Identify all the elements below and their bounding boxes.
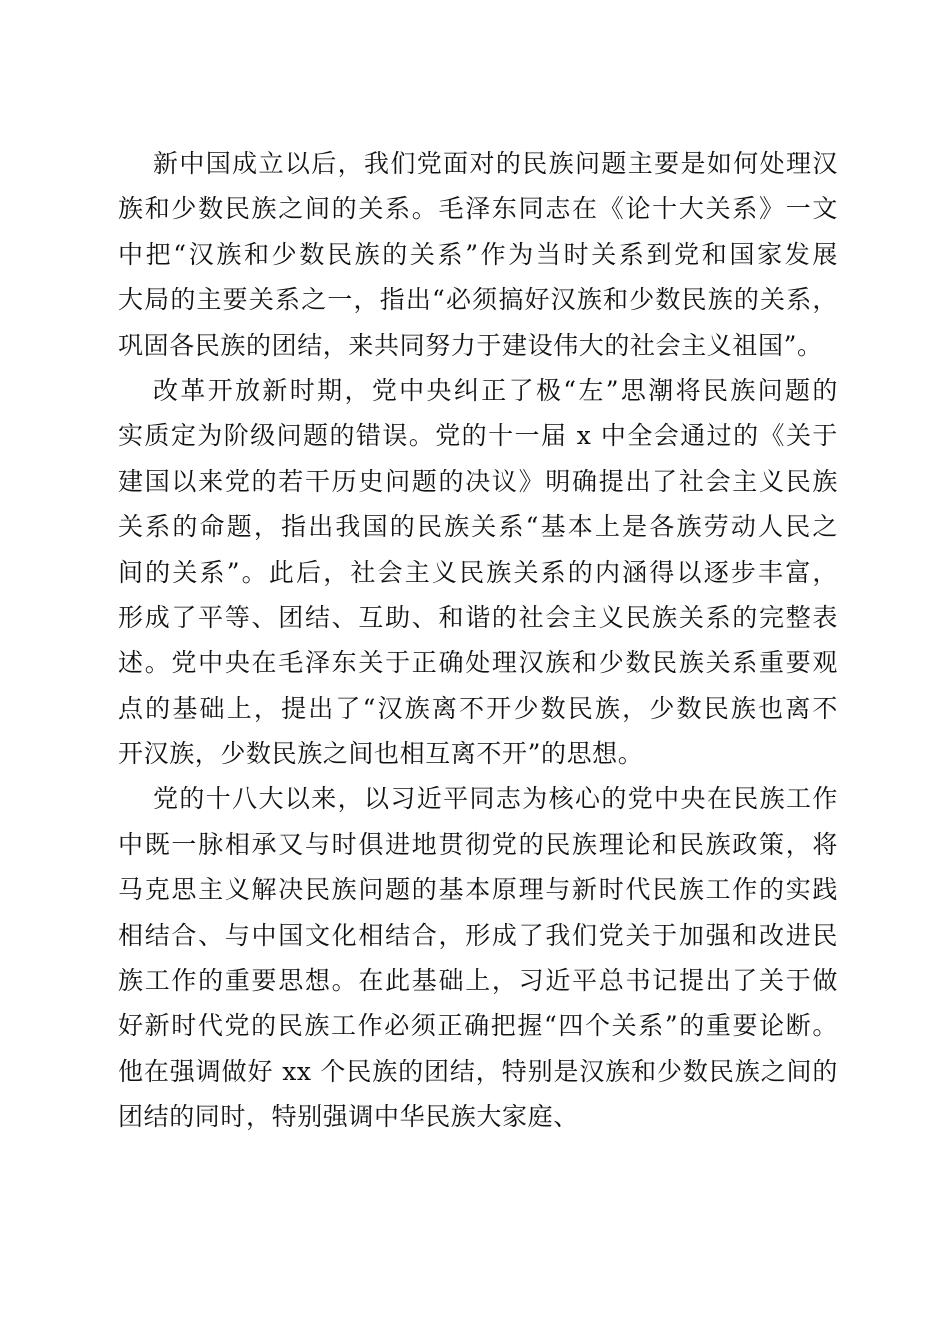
paragraph-line: 中既一脉相承又与时俱进地贯彻党的民族理论和民族政策，将: [118, 829, 838, 859]
paragraph-line: 开汉族，少数民族之间也相互离不开”的思想。: [118, 739, 644, 769]
paragraph-line: 建国以来党的若干历史问题的决议》明确提出了社会主义民族: [118, 466, 838, 496]
paragraph-1: [118, 141, 838, 368]
paragraph-line: 关系的命题，指出我国的民族关系“基本上是各族劳动人民之: [118, 512, 838, 542]
paragraph-line: 实质定为阶级问题的错误。党的十一届 x 中全会通过的《关于: [118, 421, 838, 451]
paragraph-line: 新中国成立以后，我们党面对的民族问题主要是如何处理汉: [153, 149, 838, 178]
paragraph-line: 间的关系”。此后，社会主义民族关系的内涵得以逐步丰富，: [118, 557, 838, 587]
paragraph-line: 述。党中央在毛泽东关于正确处理汉族和少数民族关系重要观: [118, 648, 838, 678]
paragraph-line: 团结的同时，特别强调中华民族大家庭、: [118, 1102, 579, 1132]
paragraph-line: 族工作的重要思想。在此基础上，习近平总书记提出了关于做: [118, 966, 838, 996]
paragraph-line: 大局的主要关系之一，指出“必须搞好汉族和少数民族的关系，: [118, 285, 838, 315]
paragraph-line: 党的十八大以来，以习近平同志为核心的党中央在民族工作: [153, 784, 838, 814]
paragraph-line: 巩固各民族的团结，来共同努力于建设伟大的社会主义祖国”。: [118, 330, 823, 360]
paragraph-line: 马克思主义解决民族问题的基本原理与新时代民族工作的实践: [118, 875, 838, 905]
paragraph-line: 中把“汉族和少数民族的关系”作为当时关系到党和国家发展: [118, 239, 838, 269]
paragraph-2: [118, 368, 838, 777]
paragraph-line: 族和少数民族之间的关系。毛泽东同志在《论十大关系》一文: [118, 194, 838, 224]
paragraph-line: 他在强调做好 xx 个民族的团结，特别是汉族和少数民族之间的: [118, 1056, 838, 1086]
document-body: [118, 141, 838, 1140]
paragraph-line: 形成了平等、团结、互助、和谐的社会主义民族关系的完整表: [118, 602, 838, 632]
paragraph-3: [118, 776, 838, 1139]
paragraph-line: 好新时代党的民族工作必须正确把握“四个关系”的重要论断。: [118, 1011, 838, 1041]
paragraph-line: 改革开放新时期，党中央纠正了极“左”思潮将民族问题的: [153, 375, 838, 405]
paragraph-line: 点的基础上，提出了“汉族离不开少数民族，少数民族也离不: [118, 693, 838, 723]
paragraph-line: 相结合、与中国文化相结合，形成了我们党关于加强和改进民: [118, 920, 838, 950]
